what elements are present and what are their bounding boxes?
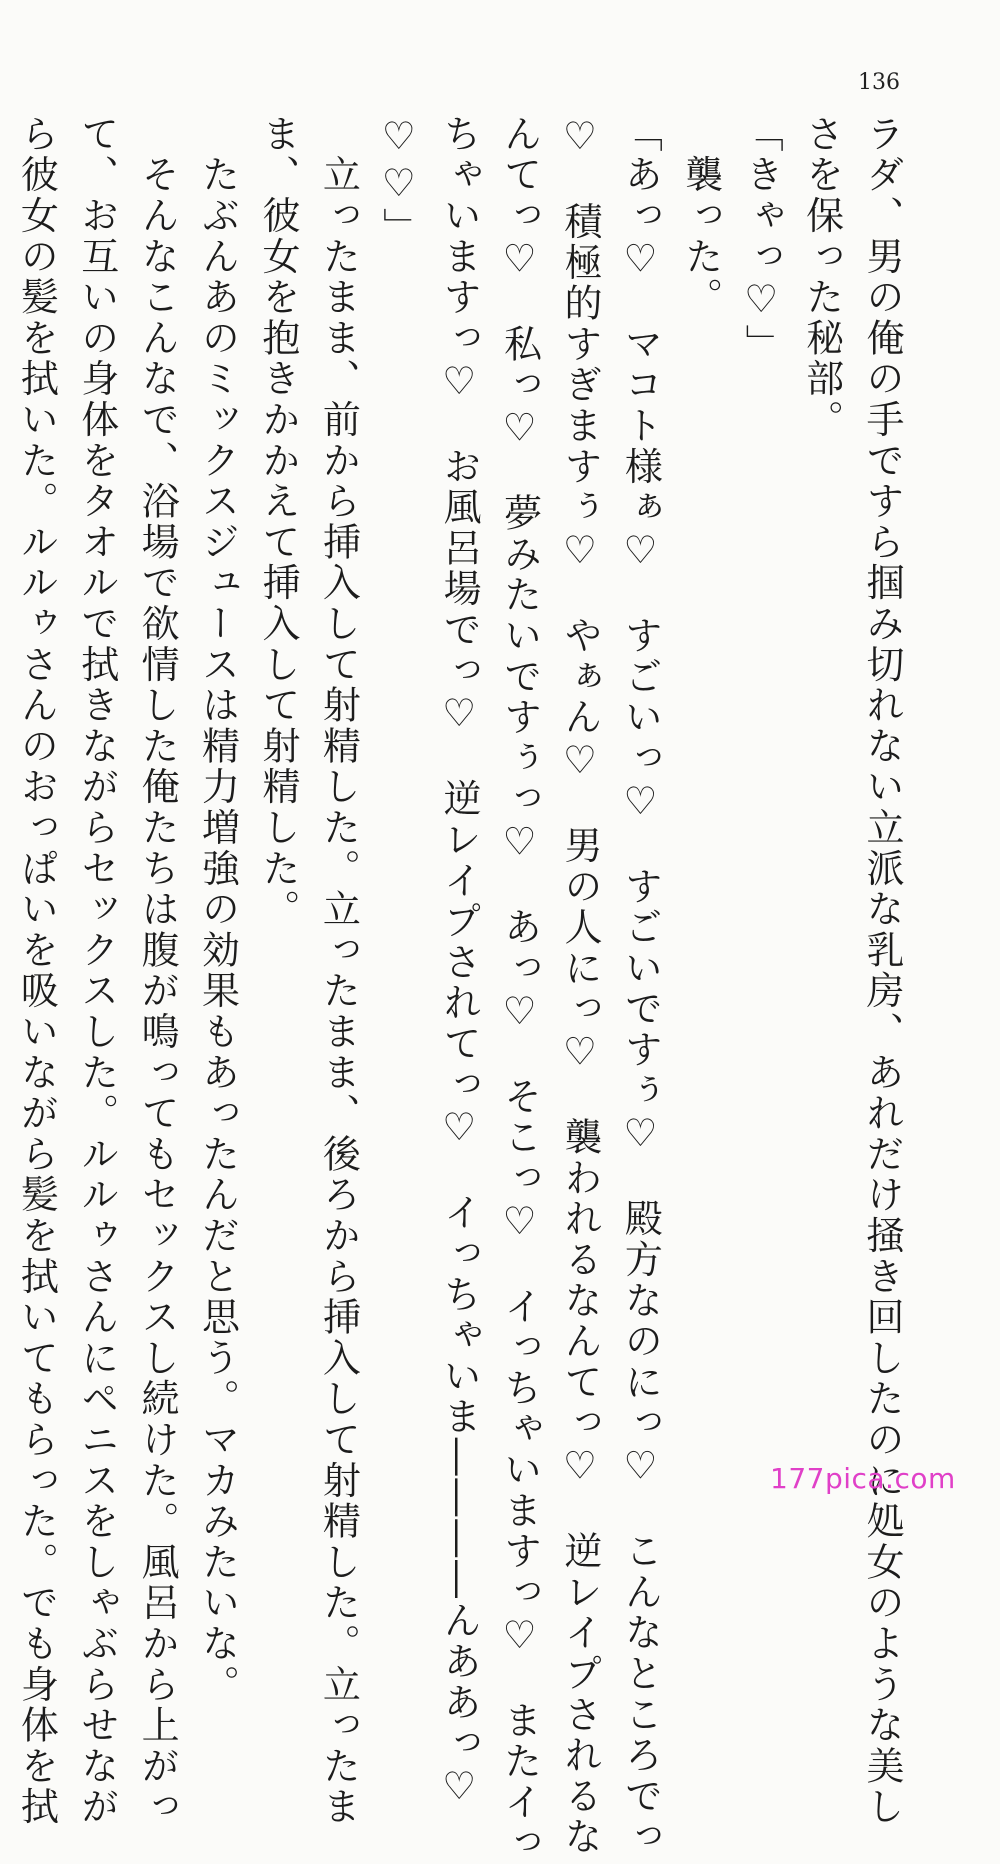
text-line: ラダ、男の俺の手ですら掴み切れない立派な乳房、あれだけ掻き回したのに処女のような美し xyxy=(860,114,904,1828)
text-line: たぶんあのミックスジュースは精力増強の効果もあったんだと思う。マカみたいな。 xyxy=(195,114,240,1706)
text-line: ま、彼女を抱きかかえて挿入して射精した。 xyxy=(255,114,300,930)
text-line: 襲った。 xyxy=(678,114,723,318)
text-line: ちゃいますっ♡ お風呂場でっ♡ 逆レイプされてっ♡ イっちゃいま――――んああっ♡ xyxy=(437,114,482,1811)
watermark-text: 177pica.com xyxy=(770,1462,956,1495)
text-line: そんなこんなで、浴場で欲情した俺たちは腹が鳴ってもセックスし続けた。風呂から上がっ xyxy=(135,114,180,1828)
text-line: ♡ 積極的すぎますぅ♡ やぁん♡ 男の人にっ♡ 襲われるなんてっ♡ 逆レイプされるな xyxy=(557,114,602,1858)
text-line: 「きゃっ♡」 xyxy=(739,114,784,365)
text-line: ♡♡」 xyxy=(376,114,421,249)
text-line: さを保った秘部。 xyxy=(799,114,844,441)
page-number: 136 xyxy=(858,70,900,95)
text-line: ら彼女の髪を拭いた。ルルゥさんのおっぱいを吸いながら髪を拭いてもらった。でも身体を拭 xyxy=(14,114,59,1828)
text-line xyxy=(0,114,6,1474)
text-line: んてっ♡ 私っ♡ 夢みたいですぅっ♡ あっ♡ そこっ♡ イっちゃいますっ♡ またイっ xyxy=(497,114,542,1864)
text-line: 「あっ♡ マコト様ぁ♡ すごいっ♡ すごいですぅ♡ 殿方なのにっ♡ こんなところでっ xyxy=(618,114,663,1858)
text-line: て、お互いの身体をタオルで拭きながらセックスした。ルルゥさんにペニスをしゃぶらせなが xyxy=(74,114,119,1828)
text-line: 立ったまま、前から挿入して射精した。立ったまま、後ろから挿入して射精した。立ったま xyxy=(316,114,361,1828)
